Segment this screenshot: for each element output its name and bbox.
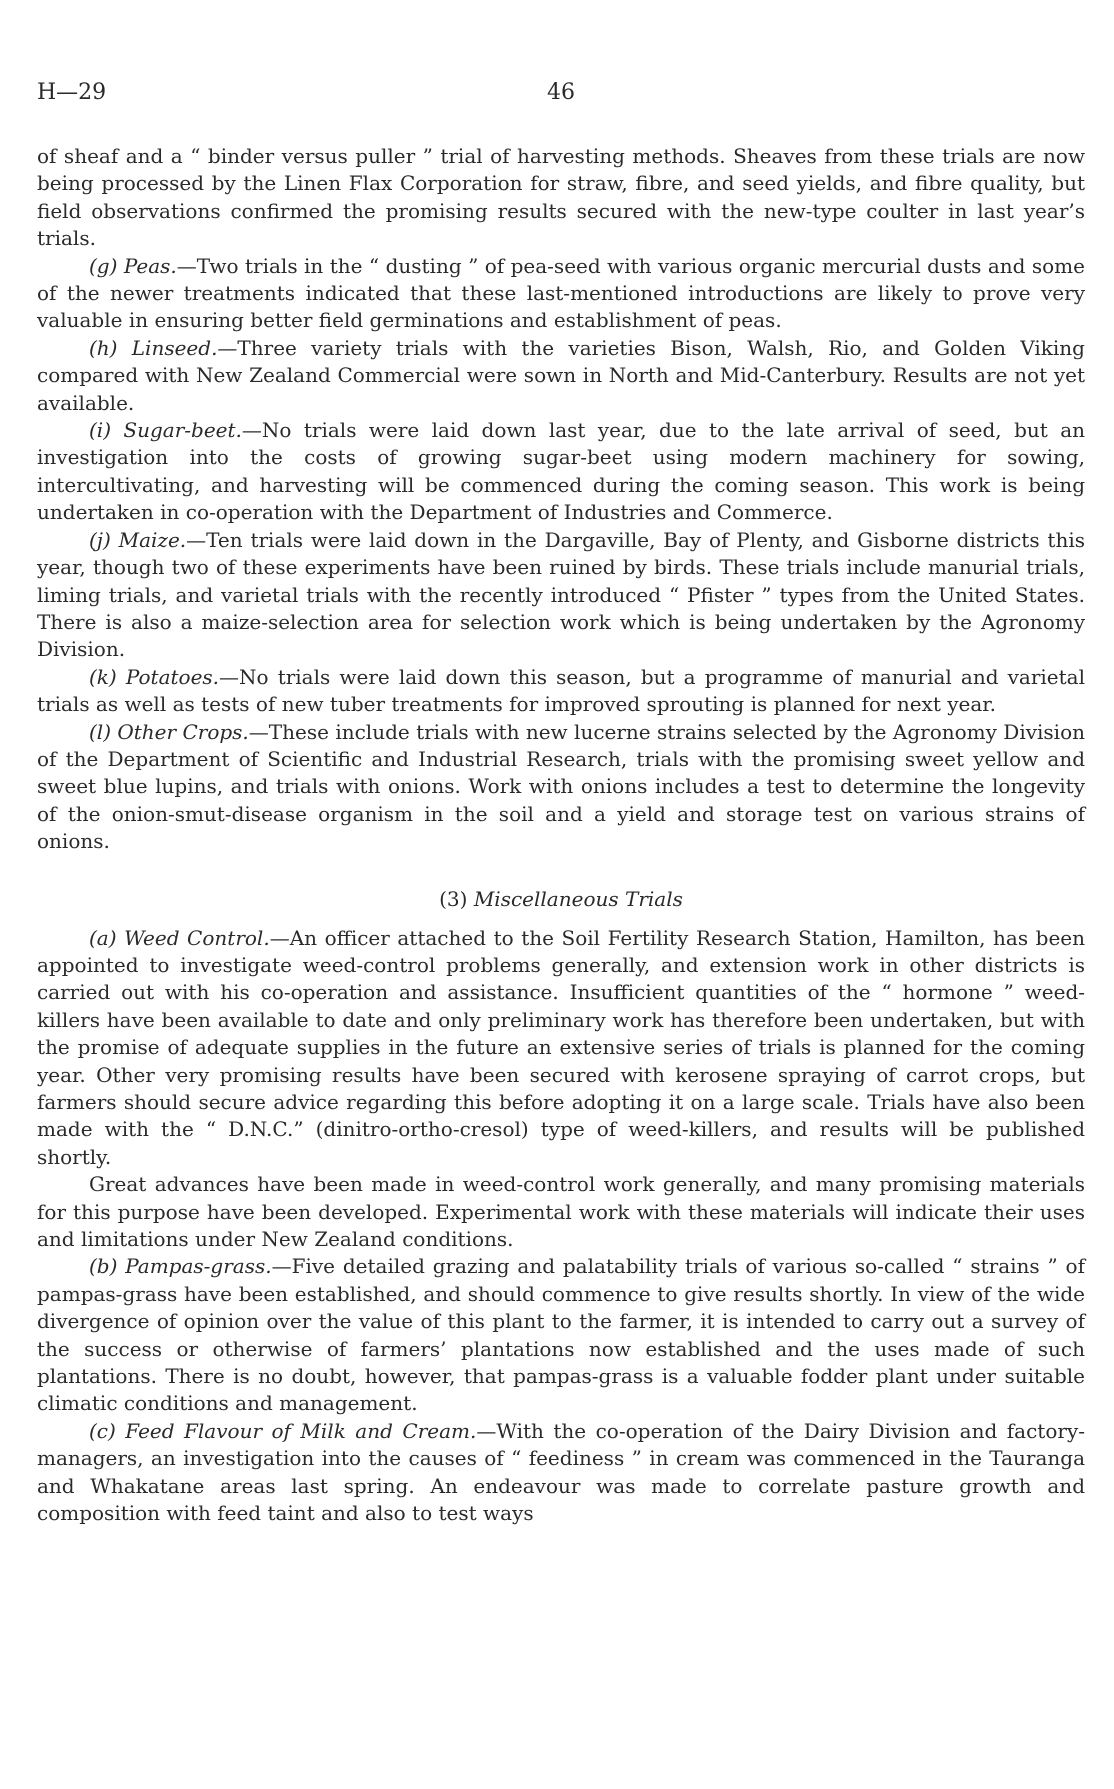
- document-body: [37, 143, 1085, 1528]
- paragraph-lead: (j) Maize.: [89, 527, 187, 552]
- paragraph-pampas-grass: (b) Pampas-grass.—Five detailed grazing and palatability trials of various so-called “ strains ” of pampas-grass have been established, and should commence to give results shortly. In view of the wide divergence of opinion over the value of this plant to the farmer, it is intended to carry out a survey of the success or otherwise of farmers’ plantations now established and the uses made of such plantations. There is no doubt, however, that pampas-grass is a valuable fodder plant under suitable climatic conditions and management.: [37, 1254, 1085, 1416]
- paragraph-lead: (g) Peas.: [89, 253, 177, 278]
- paragraph-other-crops: (l) Other Crops.—These include trials with new lucerne strains selected by the Agronomy Division of the Department of Scientific and Industrial Research, trials with the promising sweet yellow and sweet blue lupins, and trials with onions. Work with onions includes a test to determine the longevity of the onion-smut-disease organism in the soil and a yield and storage test on various strains of onions.: [37, 719, 1085, 854]
- document-page: [37, 0, 1085, 1789]
- paragraph-lead: (a) Weed Control.: [89, 925, 270, 950]
- section-title: Miscellaneous Trials: [473, 886, 683, 911]
- paragraph-maize: (j) Maize.—Ten trials were laid down in the Dargaville, Bay of Plenty, and Gisborne districts this year, though two of these experiments have been ruined by birds. These trials include manurial trials, liming trials, and varietal trials with the recently introduced “ Pfister ” types from the United States. There is also a maize-selection area for selection work which is being undertaken by the Agronomy Division.: [37, 527, 1085, 662]
- document-reference: H—29: [37, 80, 107, 105]
- paragraph-lead: (h) Linseed.: [89, 335, 218, 360]
- paragraph-continuation: of sheaf and a “ binder versus puller ” trial of harvesting methods. Sheaves from these trials are now being processed by the Linen Flax Corporation for straw, fibre, and seed yields, and fibre quality, but field observations confirmed the promising results secured with the new-type coulter in last year’s trials.: [37, 144, 1085, 251]
- paragraph-weed-control: (a) Weed Control.—An officer attached to the Soil Fertility Research Station, Hamilton, has been appointed to investigate weed-control problems generally, and extension work in other districts is carried out with his co-operation and assistance. Insufficient quantities of the “ hormone ” weed-killers have been available to date and only preliminary work has therefore been undertaken, but with the promise of adequate supplies in the future an extensive series of trials is planned for the coming year. Other very promising results have been secured with kerosene spraying of carrot crops, but farmers should secure advice regarding this before adopting it on a large scale. Trials have also been made with the “ D.N.C.” (dinitro-ortho-cresol) type of weed-killers, and results will be published shortly.: [37, 925, 1085, 1169]
- paragraph-weed-control-2: Great advances have been made in weed-control work generally, and many promising materials for this purpose have been developed. Experimental work with these materials will indicate their uses and limitations under New Zealand conditions.: [37, 1172, 1085, 1252]
- paragraph-sugar-beet: (i) Sugar-beet.—No trials were laid down last year, due to the late arrival of seed, but an investigation into the costs of growing sugar-beet using modern machinery for sowing, intercultivating, and harvesting will be commenced during the coming season. This work is being undertaken in co-operation with the Department of Industries and Commerce.: [37, 418, 1086, 525]
- paragraph-potatoes: (k) Potatoes.—No trials were laid down this season, but a programme of manurial and varietal trials as well as tests of new tuber treatments for improved sprouting is planned for next year.: [37, 664, 1086, 717]
- paragraph-linseed: (h) Linseed.—Three variety trials with the varieties Bison, Walsh, Rio, and Golden Viking compared with New Zealand Commercial were sown in North and Mid-Canterbury. Results are not yet available.: [37, 335, 1085, 415]
- page-number: 46: [547, 80, 575, 105]
- section-heading: [37, 886, 1085, 913]
- section-number: (3): [439, 886, 468, 911]
- paragraph-peas: (g) Peas.—Two trials in the “ dusting ” of pea-seed with various organic mercurial dusts and some of the newer treatments indicated that these last-mentioned introductions are likely to prove very valuable in ensuring better field germinations and establishment of peas.: [37, 253, 1085, 333]
- paragraph-lead: (l) Other Crops.: [89, 719, 249, 744]
- paragraph-lead: (b) Pampas-grass.: [89, 1254, 272, 1279]
- page-header: [37, 80, 1085, 112]
- paragraph-lead: (k) Potatoes.: [89, 664, 220, 689]
- paragraph-lead: (i) Sugar-beet.: [89, 418, 242, 443]
- paragraph-lead: (c) Feed Flavour of Milk and Cream.: [89, 1418, 477, 1443]
- paragraph-feed-flavour: (c) Feed Flavour of Milk and Cream.—With the co-operation of the Dairy Division and factory-managers, an investigation into the causes of “ feediness ” in cream was commenced in the Tauranga and Whakatane areas last spring. An endeavour was made to correlate pasture growth and composition with feed taint and also to test ways: [37, 1418, 1085, 1526]
